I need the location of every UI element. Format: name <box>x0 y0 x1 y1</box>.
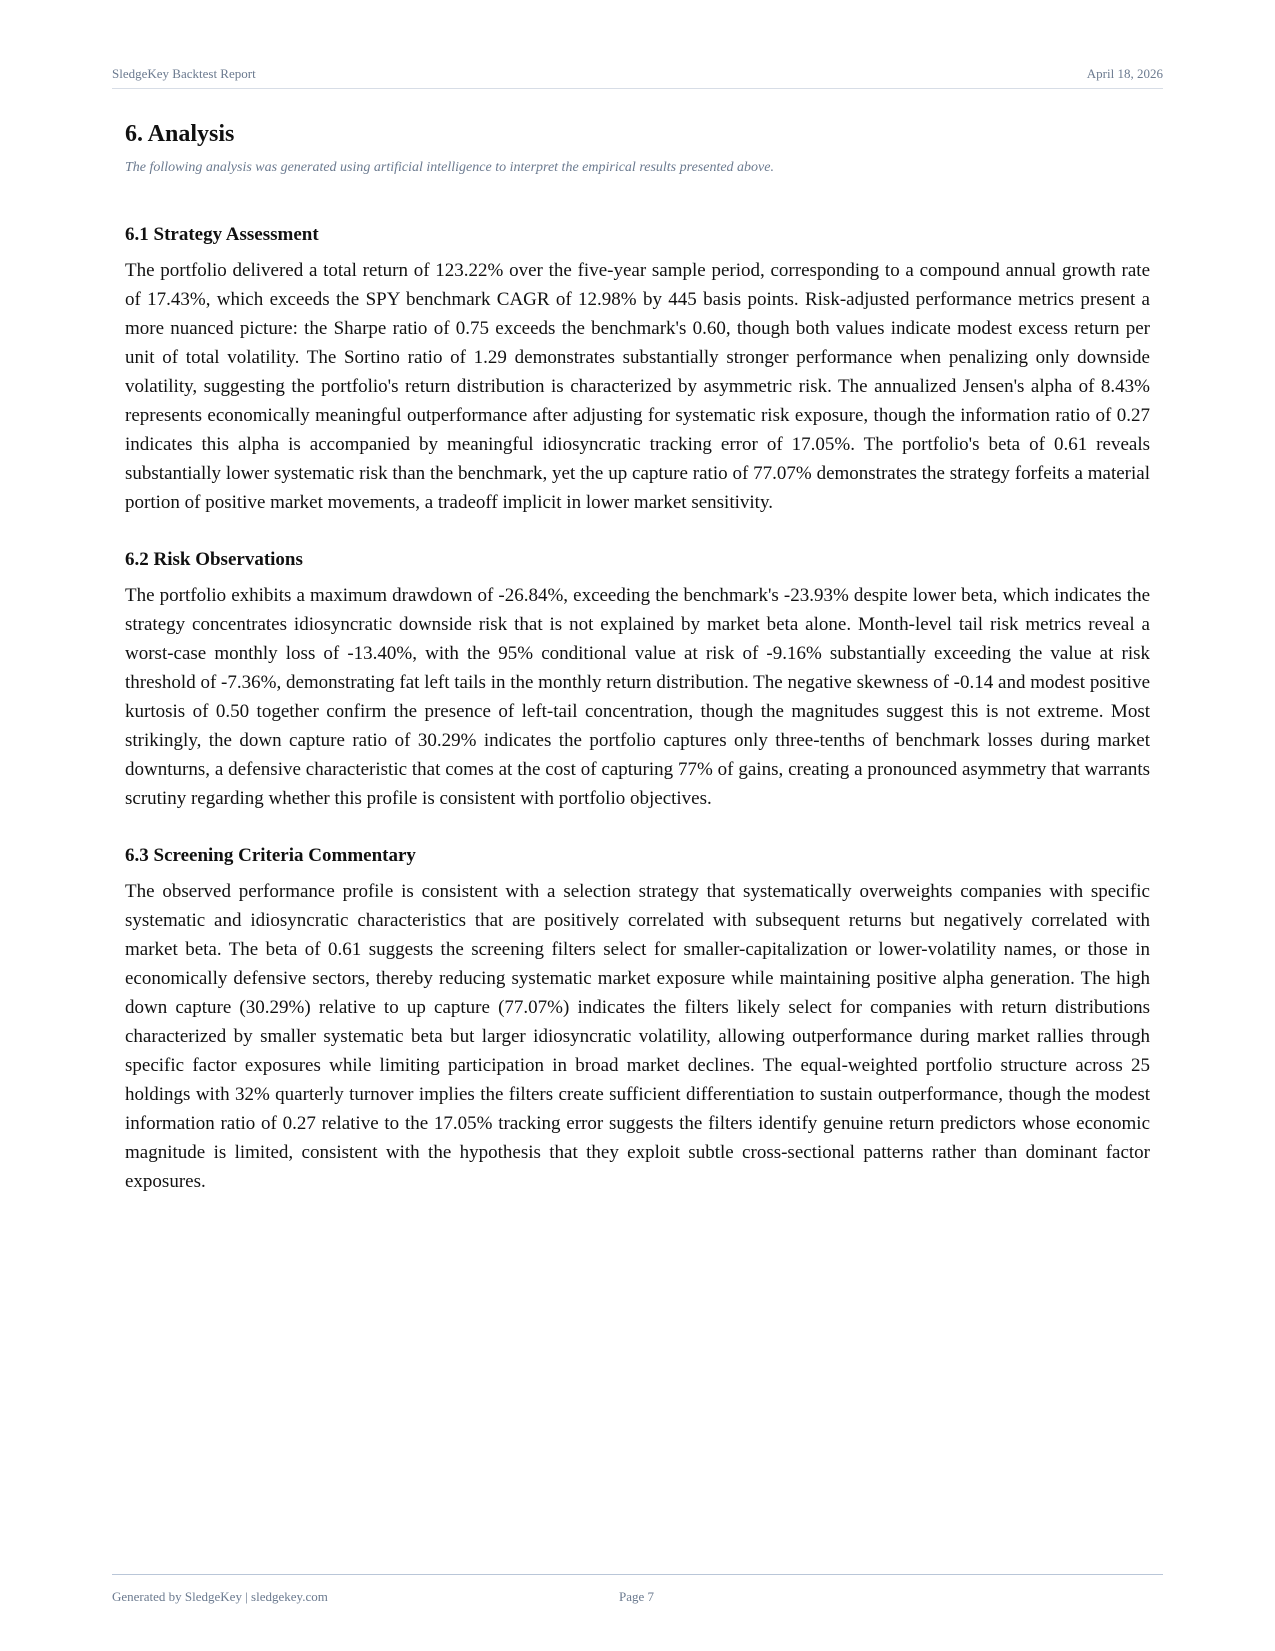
subsection-title: 6.2 Risk Observations <box>125 549 303 570</box>
footer-generated-by: Generated by SledgeKey | sledgekey.com <box>112 1589 328 1604</box>
report-date: April 18, 2026 <box>1086 66 1163 81</box>
section-title: 6. Analysis <box>125 121 235 147</box>
page-header <box>112 66 1163 89</box>
subsection-title: 6.3 Screening Criteria Commentary <box>125 845 416 866</box>
subsection-screening-criteria <box>125 843 1150 1196</box>
subsection-title: 6.1 Strategy Assessment <box>125 224 319 245</box>
main-content <box>125 118 1150 1196</box>
ai-disclaimer: The following analysis was generated using artificial intelligence to interpret the empirical results presented above. <box>125 160 774 175</box>
page-footer <box>112 1574 1163 1605</box>
subsection-strategy-assessment <box>125 222 1150 517</box>
subsection-risk-observations <box>125 547 1150 813</box>
subsection-paragraph: The portfolio delivered a total return of 123.22% over the five-year sample period, corresponding to a compound annual growth rate of 17.43%, which exceeds the SPY benchmark CAGR of 12.98% by 445 basis points. Risk-adjusted performance metrics present a more nuanced picture: the Sharpe ratio of 0.75 exceeds the benchmark's 0.60, though both values indicate modest excess return per unit of total volatility. The Sortino ratio of 1.29 demonstrates substantially stronger performance when penalizing only downside volatility, suggesting the portfolio's return distribution is characterized by asymmetric risk. The annualized Jensen's alpha of 8.43% represents economically meaningful outperformance after adjusting for systematic risk exposure, though the information ratio of 0.27 indicates this alpha is accompanied by meaningful idiosyncratic tracking error of 17.05%. The portfolio's beta of 0.61 reveals substantially lower systematic risk than the benchmark, yet the up capture ratio of 77.07% demonstrates the strategy forfeits a material portion of positive market movements, a tradeoff implicit in lower market sensitivity. <box>125 260 1150 513</box>
report-title: SledgeKey Backtest Report <box>112 66 256 81</box>
page-number: Page 7 <box>619 1589 655 1604</box>
subsection-paragraph: The portfolio exhibits a maximum drawdown of -26.84%, exceeding the benchmark's -23.93% despite lower beta, which indicates the strategy concentrates idiosyncratic downside risk that is not explained by market beta alone. Month-level tail risk metrics reveal a worst-case monthly loss of -13.40%, with the 95% conditional value at risk of -9.16% substantially exceeding the value at risk threshold of -7.36%, demonstrating fat left tails in the monthly return distribution. The negative skewness of -0.14 and modest positive kurtosis of 0.50 together confirm the presence of left-tail concentration, though the magnitudes suggest this is not extreme. Most strikingly, the down capture ratio of 30.29% indicates the portfolio captures only three-tenths of benchmark losses during market downturns, a defensive characteristic that comes at the cost of capturing 77% of gains, creating a pronounced asymmetry that warrants scrutiny regarding whether this profile is consistent with portfolio objectives. <box>125 585 1150 809</box>
subsection-paragraph: The observed performance profile is consistent with a selection strategy that systematically overweights companies with specific systematic and idiosyncratic characteristics that are positively correlated with subsequent returns but negatively correlated with market beta. The beta of 0.61 suggests the screening filters select for smaller-capitalization or lower-volatility names, or those in economically defensive sectors, thereby reducing systematic market exposure while maintaining positive alpha generation. The high down capture (30.29%) relative to up capture (77.07%) indicates the filters likely select for companies with return distributions characterized by smaller systematic beta but larger idiosyncratic volatility, allowing outperformance during market rallies through specific factor exposures while limiting participation in broad market declines. The equal-weighted portfolio structure across 25 holdings with 32% quarterly turnover implies the filters create sufficient differentiation to sustain outperformance, though the modest information ratio of 0.27 relative to the 17.05% tracking error suggests the filters identify genuine return predictors whose economic magnitude is limited, consistent with the hypothesis that they exploit subtle cross-sectional patterns rather than dominant factor exposures. <box>125 881 1150 1192</box>
